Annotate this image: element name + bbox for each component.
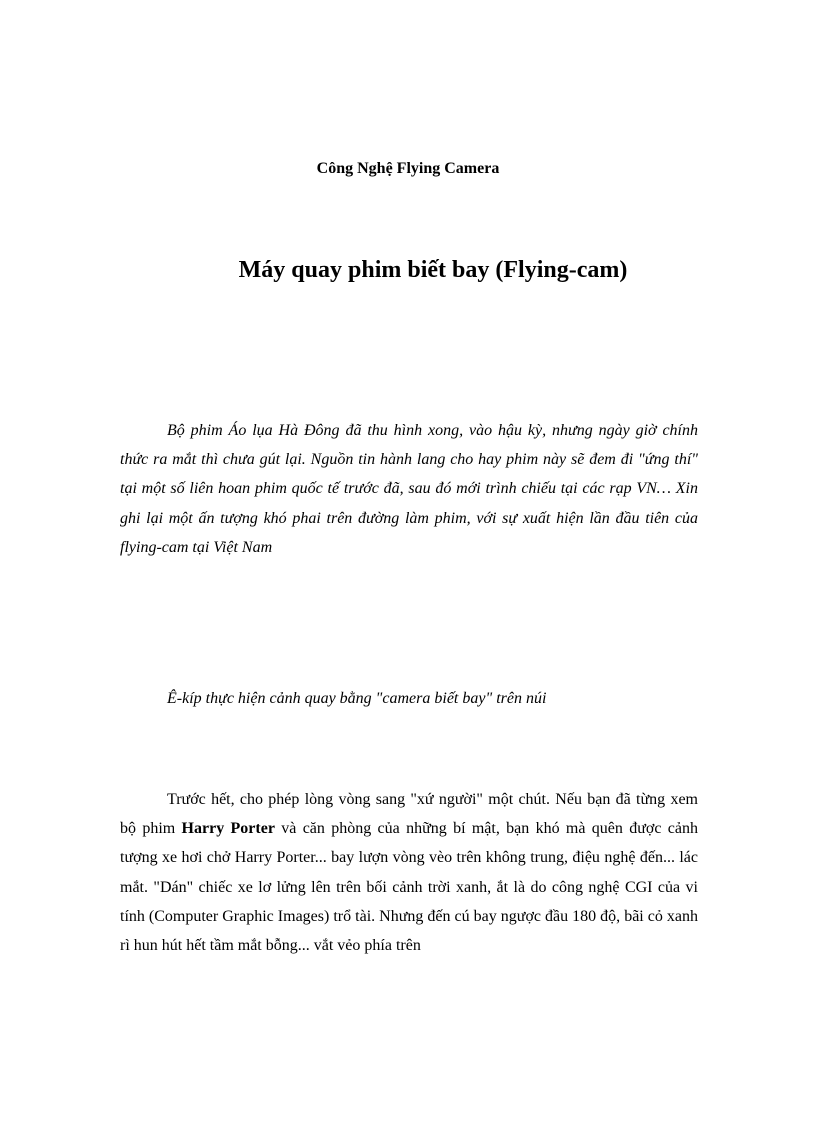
intro-paragraph: Bộ phim Áo lụa Hà Đông đã thu hình xong, vào hậu kỳ, nhưng ngày giờ chính thức ra mắt thì chưa gút lại. Nguồn tin hành lang cho hay phim này sẽ đem đi "ứng thí" tại một số liên hoan phim quốc tế trước đã, sau đó mới trình chiếu tại các rạp VN… Xin ghi lại một ấn tượng khó phai trên đường làm phim, với sự xuất hiện lần đầu tiên của flying-cam tại Việt Nam: [120, 422, 698, 556]
body-text-part-1: Trước hết, cho phép lòng vòng sang "xứ người" một chút. Nếu bạn đã từng xem bộ phim: [120, 791, 698, 838]
body-text-part-2: và căn phòng của những bí mật, bạn khó mà quên được cảnh tượng xe hơi chở Harry Porter... bay lượn vòng vèo trên không trung, điệu nghệ đến... lác mắt. "Dán" chiếc xe lơ lửng lên trên bối cảnh trời xanh, ắt là do công nghệ CGI của vi tính (Computer Graphic Images) trổ tài. Nhưng đến cú bay ngược đầu 180 độ, bãi cỏ xanh rì hun hút hết tầm mắt bỗng... vắt vẻo phía trên: [120, 820, 698, 955]
document-subtitle: Máy quay phim biết bay (Flying-cam): [238, 257, 628, 283]
photo-caption: Ê-kíp thực hiện cảnh quay bằng "camera biết bay" trên núi: [167, 690, 547, 707]
bold-term-harry-porter: Harry Porter: [181, 820, 275, 838]
body-paragraph: [120, 785, 698, 960]
document-title: Công Nghệ Flying Camera: [316, 160, 500, 177]
